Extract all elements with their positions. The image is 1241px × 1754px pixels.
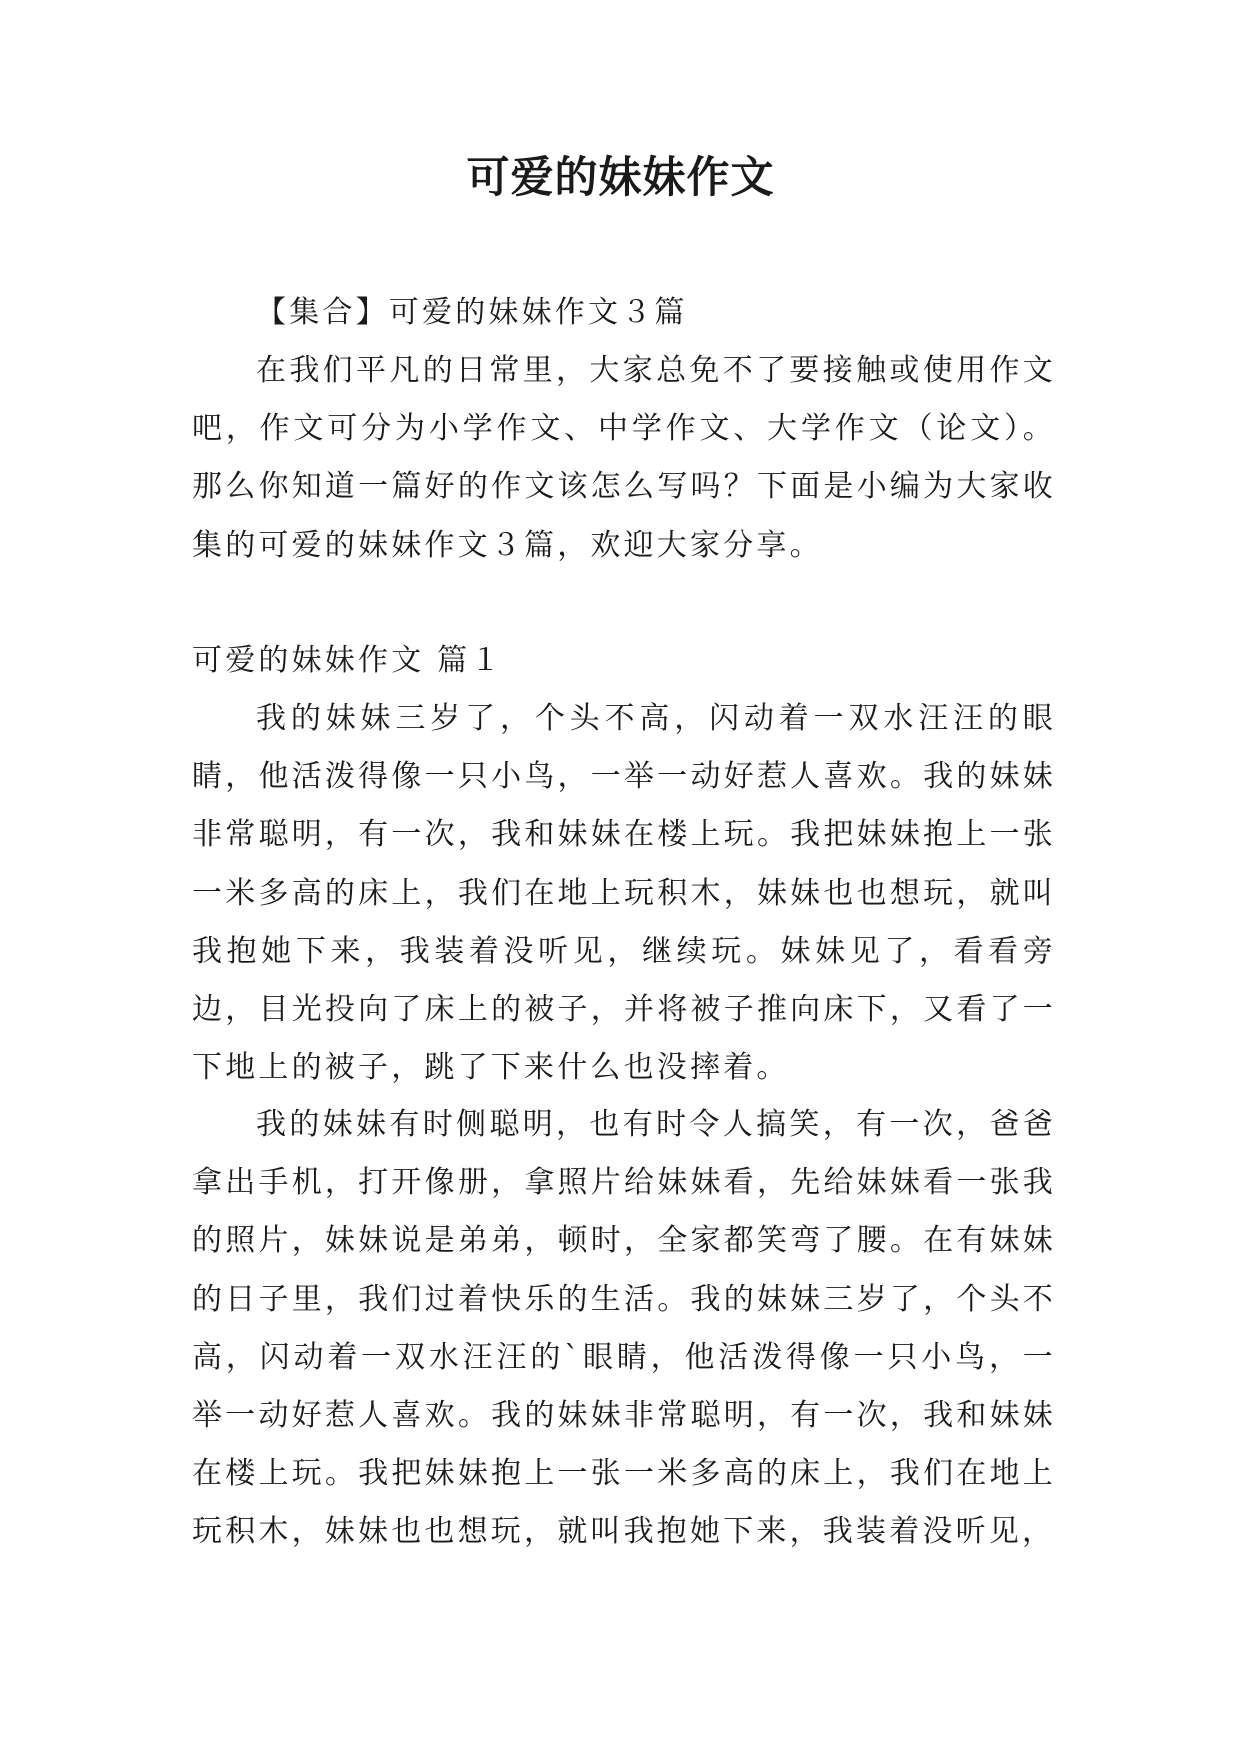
section-heading: 可爱的妹妹作文 篇１ [192,643,504,678]
essay-paragraph [192,1096,1056,1562]
document-title: 可爱的妹妹作文 [466,153,775,203]
intro-paragraph [192,342,1056,575]
document-subtitle: 【集合】可爱的妹妹作文３篇 [256,295,688,330]
intro-text: 在我们平凡的日常里，大家总免不了要接触或使用作文吧，作文可分为小学作文、中学作文、大学作文（论文）。那么你知道一篇好的作文该怎么写吗？下面是小编为大家收集的可爱的妹妹作文３篇，欢迎大家分享。 [192,353,1056,563]
essay-paragraph-text: 我的妹妹三岁了，个头不高，闪动着一双水汪汪的眼睛，他活泼得像一只小鸟，一举一动好惹人喜欢。我的妹妹非常聪明，有一次，我和妹妹在楼上玩。我把妹妹抱上一张一米多高的床上，我们在地上玩积木，妹妹也也想玩，就叫我抱她下来，我装着没听见，继续玩。妹妹见了，看看旁边，目光投向了床上的被子，并将被子推向床下，又看了一下地上的被子，跳了下来什么也没摔着。 [192,701,1056,1086]
essay-paragraph [192,690,1056,1097]
essay-paragraph-text: 我的妹妹有时侧聪明，也有时令人搞笑，有一次，爸爸拿出手机，打开像册，拿照片给妹妹看，先给妹妹看一张我的照片，妹妹说是弟弟，顿时，全家都笑弯了腰。在有妹妹的日子里，我们过着快乐的生活。我的妹妹三岁了，个头不高，闪动着一双水汪汪的`眼睛，他活泼得像一只小鸟，一举一动好惹人喜欢。我的妹妹非常聪明，有一次，我和妹妹在楼上玩。我把妹妹抱上一张一米多高的床上，我们在地上玩积木，妹妹也也想玩，就叫我抱她下来，我装着没听见， [192,1107,1056,1550]
